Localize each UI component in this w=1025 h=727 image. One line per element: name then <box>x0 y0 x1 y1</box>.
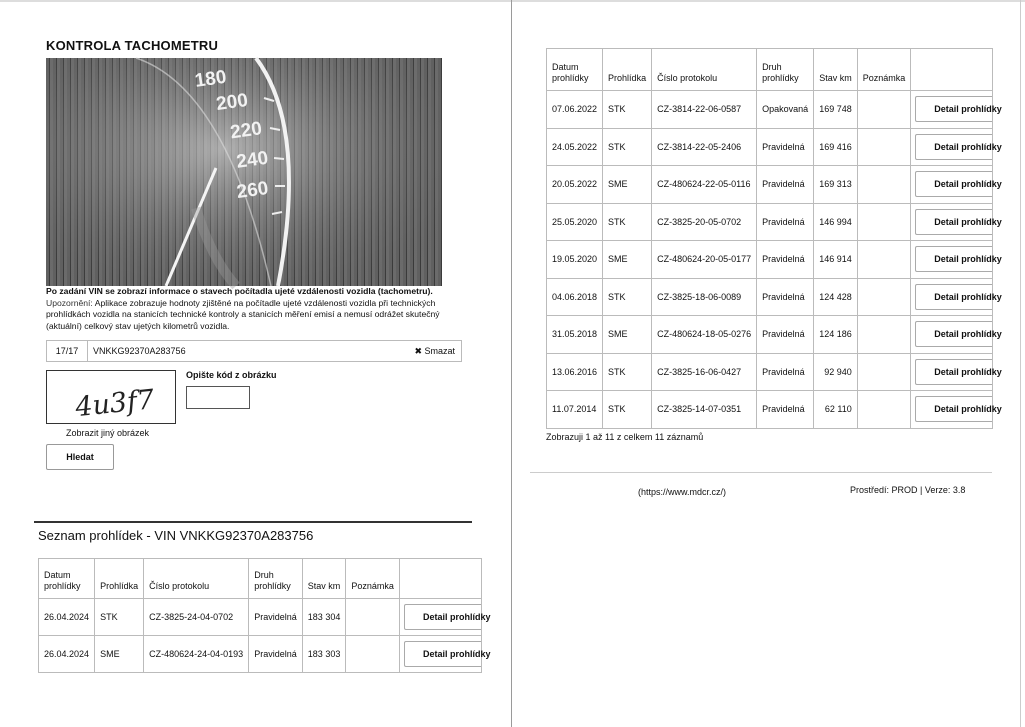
cell-kind: Pravidelná <box>757 166 814 204</box>
detail-button[interactable]: Detail prohlídky <box>915 359 992 385</box>
table-header-row <box>39 559 482 599</box>
cell-detail <box>911 203 1002 241</box>
cell-note <box>346 636 400 673</box>
detail-button[interactable]: Detail prohlídky <box>915 171 992 197</box>
cell-inspection: SME <box>603 166 652 204</box>
notice-warning-text: Aplikace zobrazuje hodnoty zjištěné na počítadle ujeté vzdálenosti vozidla při technických prohlídkách vozidla na stanicích technické kontroly a stanicích měření emisí a nemusí odrážet skutečný (aktuální) celkový stav ujetých kilometrů vozidla. <box>46 297 440 331</box>
col-kind: Druh prohlídky <box>249 559 303 599</box>
cell-detail <box>911 166 1002 204</box>
detail-button[interactable]: Detail prohlídky <box>915 284 992 310</box>
cell-km: 124 428 <box>814 278 858 316</box>
info-notice <box>46 286 464 332</box>
detail-button[interactable]: Detail prohlídky <box>404 641 481 667</box>
cell-kind: Pravidelná <box>757 128 814 166</box>
cell-note <box>857 91 911 129</box>
cell-note <box>857 241 911 279</box>
table-row <box>547 241 993 279</box>
cell-km: 146 914 <box>814 241 858 279</box>
cell-detail <box>911 128 1002 166</box>
cell-km: 124 186 <box>814 316 858 354</box>
cell-date: 20.05.2022 <box>547 166 603 204</box>
captcha-label: Opište kód z obrázku <box>186 370 277 380</box>
cell-km: 62 110 <box>814 391 858 429</box>
table-row <box>547 391 993 429</box>
cell-kind: Pravidelná <box>249 636 303 673</box>
col-inspection: Prohlídka <box>95 559 144 599</box>
cell-protocol: CZ-480624-18-05-0276 <box>652 316 757 354</box>
cell-date: 26.04.2024 <box>39 599 95 636</box>
col-protocol: Číslo protokolu <box>144 559 249 599</box>
cell-detail <box>911 316 1002 354</box>
detail-button[interactable]: Detail prohlídky <box>915 96 992 122</box>
captcha-input[interactable] <box>186 386 250 409</box>
cell-date: 24.05.2022 <box>547 128 603 166</box>
cell-note <box>857 128 911 166</box>
notice-heading: Po zadání VIN se zobrazí informace o stavech počítadla ujeté vzdálenosti vozidla (tachometru). <box>46 286 433 296</box>
col-date: Datum prohlídky <box>39 559 95 599</box>
cell-km: 169 748 <box>814 91 858 129</box>
cell-kind: Pravidelná <box>757 203 814 241</box>
table-row <box>39 599 482 636</box>
cell-inspection: STK <box>603 203 652 241</box>
speedometer-photo <box>46 58 442 286</box>
cell-kind: Pravidelná <box>757 391 814 429</box>
cell-note <box>346 599 400 636</box>
inspections-table-page1 <box>38 558 491 673</box>
cell-note <box>857 316 911 354</box>
cell-kind: Opakovaná <box>757 91 814 129</box>
cell-inspection: STK <box>95 599 144 636</box>
cell-detail <box>911 91 1002 129</box>
cell-detail <box>399 599 491 636</box>
vin-value[interactable]: VNKKG92370A283756 <box>93 346 186 356</box>
table-row <box>547 128 993 166</box>
cell-date: 31.05.2018 <box>547 316 603 354</box>
table-row <box>547 278 993 316</box>
inspections-table-page2-wrap <box>546 48 1002 428</box>
cell-detail <box>911 391 1002 429</box>
col-note: Poznámka <box>346 559 400 599</box>
speedo-label-180: 180 <box>193 66 228 92</box>
vin-input-field[interactable] <box>46 340 462 362</box>
cell-kind: Pravidelná <box>757 316 814 354</box>
cell-protocol: CZ-480624-20-05-0177 <box>652 241 757 279</box>
cell-protocol: CZ-3814-22-06-0587 <box>652 91 757 129</box>
cell-note <box>857 391 911 429</box>
cell-kind: Pravidelná <box>757 278 814 316</box>
table-header-row <box>547 49 993 91</box>
footer-link[interactable]: (https://www.mdcr.cz/) <box>638 487 727 497</box>
col-inspection: Prohlídka <box>603 49 652 91</box>
inspections-table-page1-wrap <box>38 558 491 673</box>
cell-date: 19.05.2020 <box>547 241 603 279</box>
cell-inspection: SME <box>603 241 652 279</box>
captcha-text: 4u3f7 <box>73 384 156 424</box>
cell-protocol: CZ-3825-20-05-0702 <box>652 203 757 241</box>
cell-detail <box>911 278 1002 316</box>
cell-kind: Pravidelná <box>757 241 814 279</box>
cell-date: 11.07.2014 <box>547 391 603 429</box>
detail-button[interactable]: Detail prohlídky <box>915 134 992 160</box>
notice-warning-label: Upozornění: <box>46 297 93 308</box>
cell-note <box>857 353 911 391</box>
detail-button[interactable]: Detail prohlídky <box>915 396 992 422</box>
table-row <box>547 316 993 354</box>
cell-note <box>857 278 911 316</box>
cell-protocol: CZ-3825-14-07-0351 <box>652 391 757 429</box>
col-km: Stav km <box>302 559 346 599</box>
col-detail <box>399 559 481 599</box>
reload-captcha-link[interactable]: Zobrazit jiný obrázek <box>66 428 150 438</box>
cell-km: 169 313 <box>814 166 858 204</box>
cell-inspection: STK <box>603 391 652 429</box>
section-divider <box>34 521 472 523</box>
cell-protocol: CZ-3825-18-06-0089 <box>652 278 757 316</box>
section-title: Seznam prohlídek - VIN VNKKG92370A283756 <box>38 528 314 543</box>
records-info: Zobrazuji 1 až 11 z celkem 11 záznamů <box>546 432 704 442</box>
table-row <box>39 636 482 673</box>
cell-date: 25.05.2020 <box>547 203 603 241</box>
cell-inspection: STK <box>603 128 652 166</box>
cell-kind: Pravidelná <box>757 353 814 391</box>
search-button[interactable]: Hledat <box>46 444 114 470</box>
cell-inspection: STK <box>603 278 652 316</box>
col-date: Datum prohlídky <box>547 49 603 91</box>
cell-protocol: CZ-480624-24-04-0193 <box>144 636 249 673</box>
cell-detail <box>911 241 1002 279</box>
detail-button[interactable]: Detail prohlídky <box>404 604 481 630</box>
col-note: Poznámka <box>857 49 911 91</box>
cell-inspection: STK <box>603 353 652 391</box>
table-row <box>547 166 993 204</box>
detail-button[interactable]: Detail prohlídky <box>915 321 992 347</box>
cell-km: 169 416 <box>814 128 858 166</box>
cell-protocol: CZ-3814-22-05-2406 <box>652 128 757 166</box>
col-protocol: Číslo protokolu <box>652 49 757 91</box>
table-row <box>547 91 993 129</box>
cell-date: 13.06.2016 <box>547 353 603 391</box>
scan-edge-right <box>1020 0 1021 727</box>
page-fold-line <box>511 0 512 727</box>
cell-inspection: STK <box>603 91 652 129</box>
table-row <box>547 353 993 391</box>
cell-date: 26.04.2024 <box>39 636 95 673</box>
vin-char-counter: 17/17 <box>47 341 88 361</box>
cell-protocol: CZ-3825-16-06-0427 <box>652 353 757 391</box>
col-kind: Druh prohlídky <box>757 49 814 91</box>
speedo-label-240: 240 <box>235 147 270 173</box>
cell-detail <box>911 353 1002 391</box>
cell-km: 183 304 <box>302 599 346 636</box>
speedo-label-200: 200 <box>214 89 250 116</box>
cell-note <box>857 166 911 204</box>
clear-vin-button[interactable]: ✖ Smazat <box>414 346 455 356</box>
cell-kind: Pravidelná <box>249 599 303 636</box>
col-detail <box>911 49 993 91</box>
cell-date: 07.06.2022 <box>547 91 603 129</box>
captcha-image <box>46 370 176 424</box>
cell-km: 146 994 <box>814 203 858 241</box>
cell-inspection: SME <box>603 316 652 354</box>
detail-button[interactable]: Detail prohlídky <box>915 209 992 235</box>
cell-detail <box>399 636 491 673</box>
cell-protocol: CZ-480624-22-05-0116 <box>652 166 757 204</box>
cell-km: 183 303 <box>302 636 346 673</box>
scan-edge-top <box>0 0 1025 2</box>
footer-divider <box>530 472 992 473</box>
cell-inspection: SME <box>95 636 144 673</box>
col-km: Stav km <box>814 49 858 91</box>
speedo-label-260: 260 <box>235 177 270 204</box>
footer-environment: Prostředí: PROD | Verze: 3.8 <box>850 485 966 495</box>
inspections-table-page2 <box>546 48 1002 429</box>
detail-button[interactable]: Detail prohlídky <box>915 246 992 272</box>
cell-km: 92 940 <box>814 353 858 391</box>
cell-date: 04.06.2018 <box>547 278 603 316</box>
cell-note <box>857 203 911 241</box>
cell-protocol: CZ-3825-24-04-0702 <box>144 599 249 636</box>
speedo-label-220: 220 <box>229 118 264 144</box>
table-row <box>547 203 993 241</box>
page-title: KONTROLA TACHOMETRU <box>46 38 219 53</box>
